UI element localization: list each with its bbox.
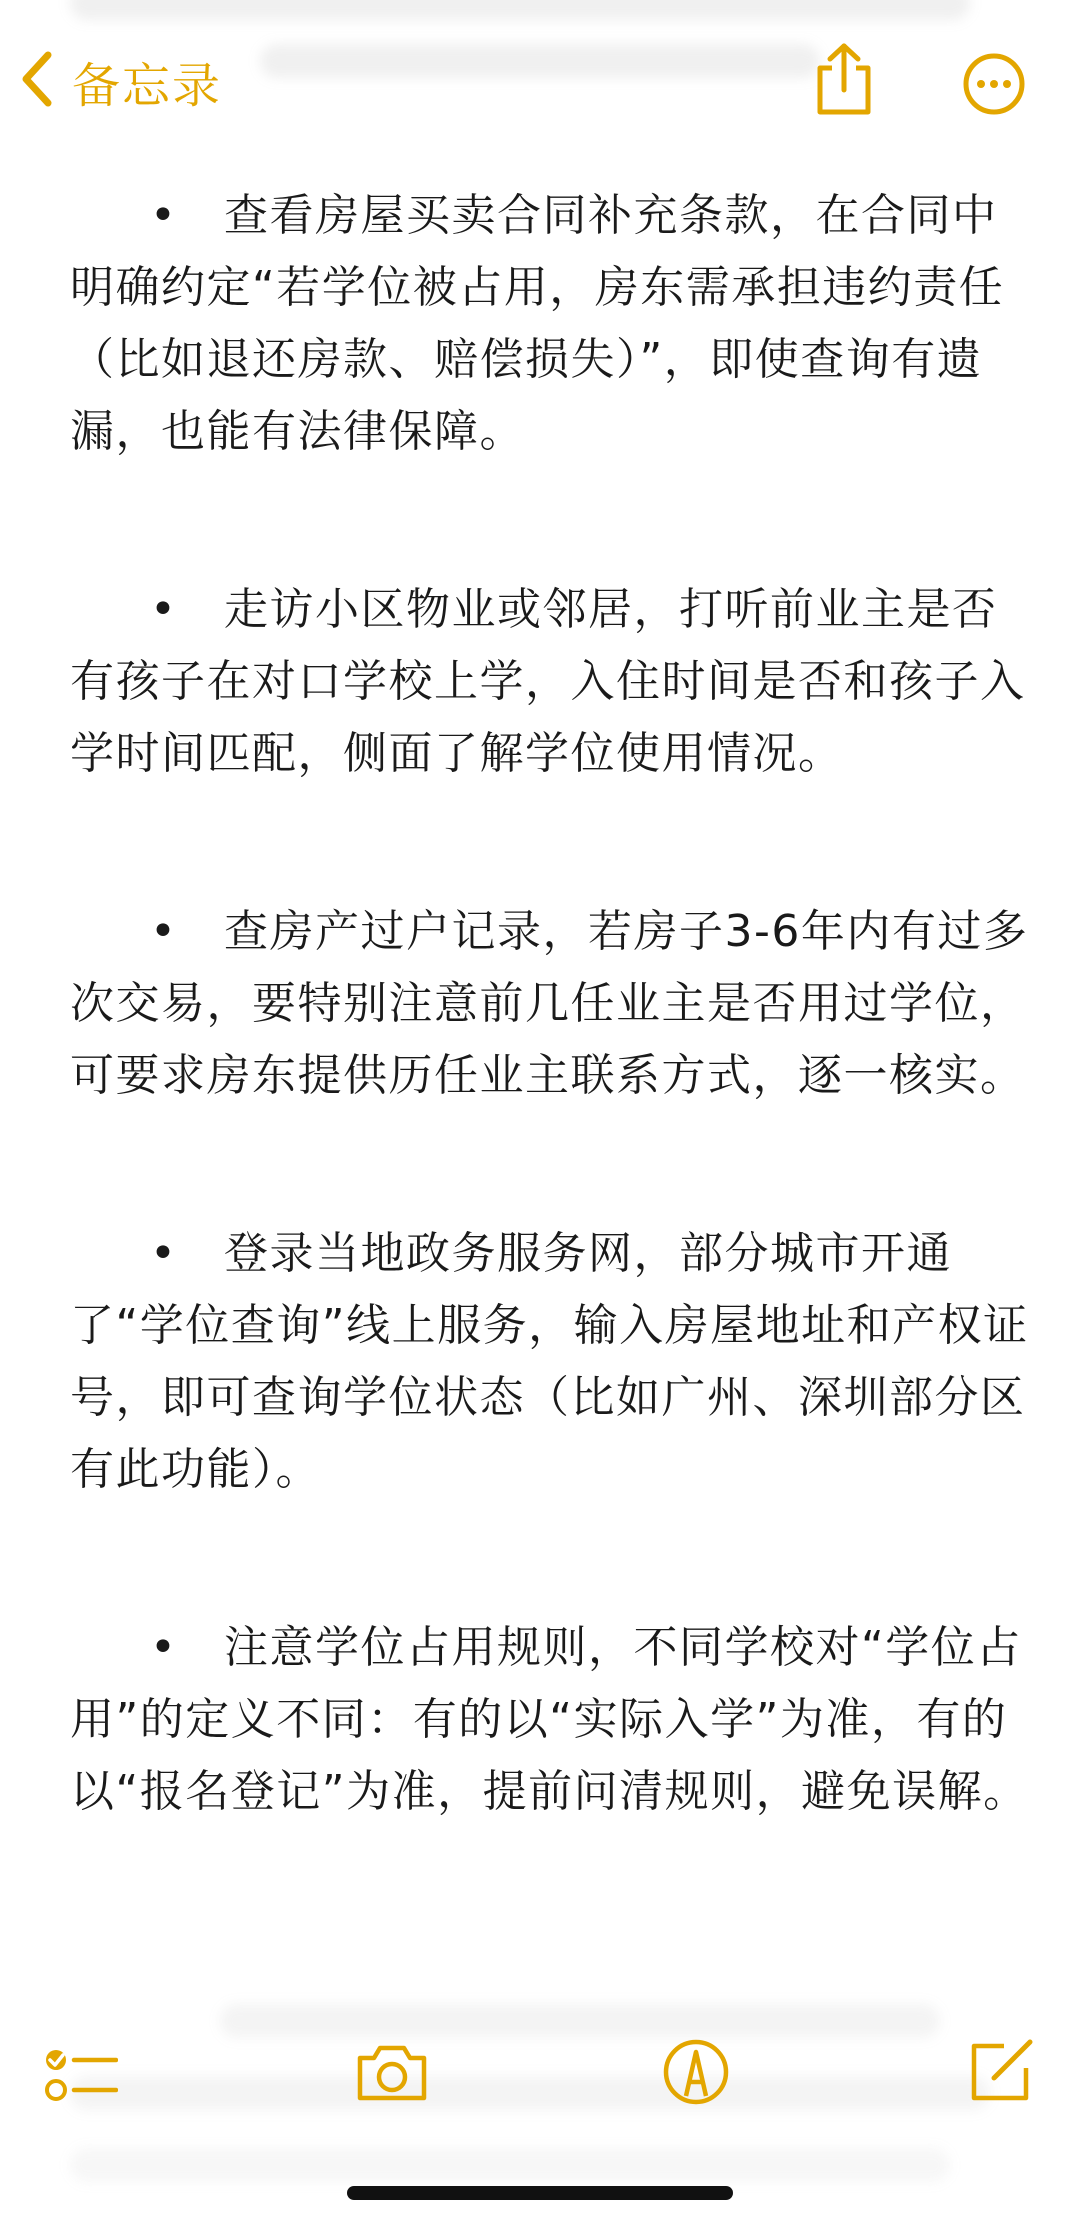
back-button[interactable] (18, 46, 222, 116)
bullet-symbol: • (150, 906, 178, 957)
ellipsis-circle-icon (962, 52, 1026, 116)
share-icon (812, 42, 876, 118)
camera-button[interactable] (352, 2032, 432, 2112)
checklist-button[interactable] (38, 2032, 118, 2112)
note-bullet-item (70, 1612, 1030, 1828)
compose-button[interactable] (960, 2032, 1040, 2112)
note-bullet-item (70, 574, 1030, 790)
bullet-text: 查看房屋买卖合同补充条款，在合同中明确约定“若学位被占用，房东需承担违约责任（比如退还房款、赔偿损失）”，即使查询有遗漏，也能有法律保障。 (70, 190, 1005, 457)
bullet-text: 走访小区物业或邻居，打听前业主是否有孩子在对口学校上学，入住时间是否和孩子入学时间匹配，侧面了解学位使用情况。 (70, 584, 1026, 779)
bullet-symbol: • (150, 1622, 178, 1673)
bullet-symbol: • (150, 1228, 178, 1279)
markup-pen-icon (656, 2032, 736, 2112)
bullet-text: 注意学位占用规则，不同学校对“学位占用”的定义不同：有的以“实际入学”为准，有的以“报名登记”为准，提前问清规则，避免误解。 (70, 1622, 1029, 1817)
note-bullet-item (70, 896, 1030, 1112)
chevron-left-icon (18, 49, 58, 113)
compose-icon (960, 2032, 1040, 2112)
bullet-text: 查房产过户记录，若房子3-6年内有过多次交易，要特别注意前几任业主是否用过学位，可要求房东提供历任业主联系方式，逐一核实。 (70, 906, 1029, 1101)
navigation-bar (0, 0, 1080, 150)
back-label: 备忘录 (72, 57, 223, 114)
bottom-toolbar (0, 2010, 1080, 2130)
note-bullet-item (70, 1218, 1030, 1506)
more-button[interactable] (962, 52, 1026, 116)
home-indicator[interactable] (347, 2186, 733, 2200)
note-body[interactable] (70, 180, 1030, 1934)
share-button[interactable] (812, 42, 876, 118)
bullet-symbol: • (150, 584, 178, 635)
bullet-symbol: • (150, 190, 178, 241)
note-bullet-item (70, 180, 1030, 468)
markup-button[interactable] (656, 2032, 736, 2112)
checklist-icon (38, 2032, 118, 2112)
bullet-text: 登录当地政务服务网，部分城市开通了“学位查询”线上服务，输入房屋地址和产权证号，即可查询学位状态（比如广州、深圳部分区有此功能）。 (70, 1228, 1029, 1495)
camera-icon (352, 2032, 432, 2112)
